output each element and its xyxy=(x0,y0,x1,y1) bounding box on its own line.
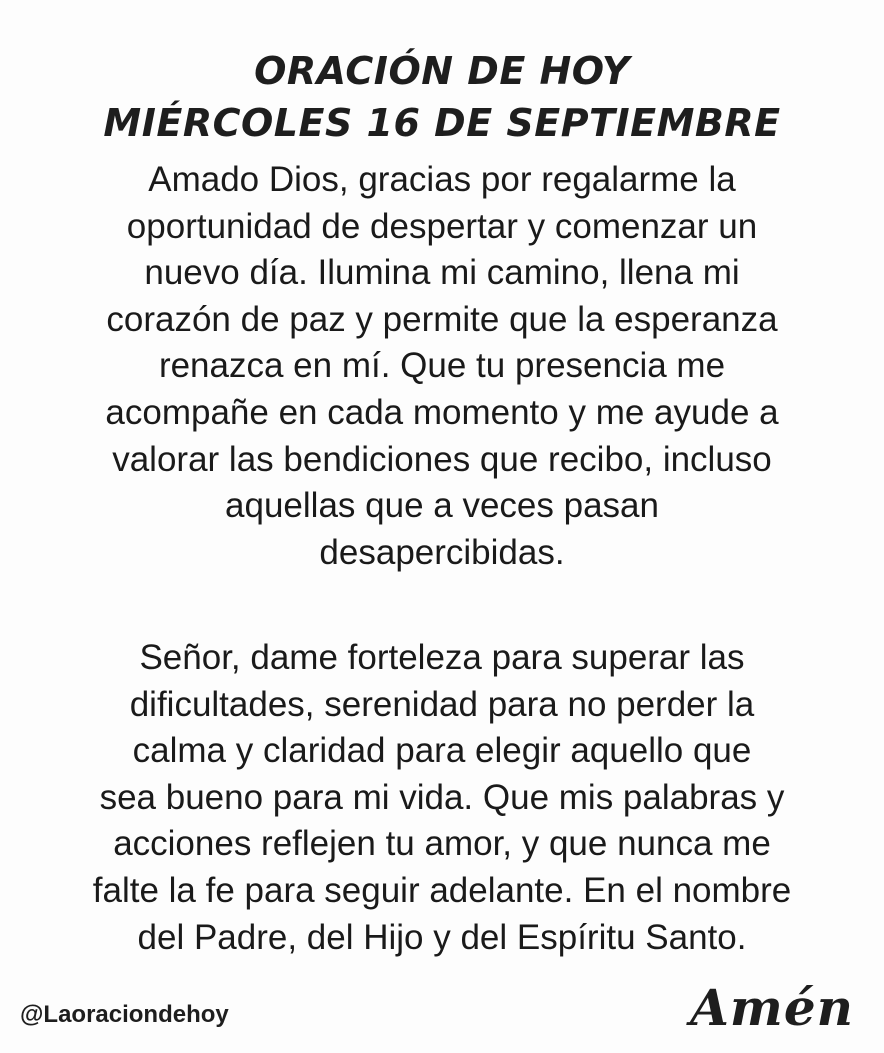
prayer-line: del Padre, del Hijo y del Espíritu Santo. xyxy=(137,917,747,957)
prayer-line: corazón de paz y permite que la esperanza xyxy=(106,299,778,339)
page-title: ORACIÓN DE HOY xyxy=(254,49,630,93)
prayer-line: nuevo día. Ilumina mi camino, llena mi xyxy=(144,253,740,293)
prayer-paragraph-1 xyxy=(20,157,864,576)
prayer-line: calma y claridad para elegir aquello que xyxy=(132,731,752,771)
prayer-line: valorar las bendiciones que recibo, incluso xyxy=(112,439,772,479)
amen-signature: Amén xyxy=(690,978,854,1037)
prayer-paragraph-2 xyxy=(20,635,864,961)
prayer-line: Señor, dame forteleza para superar las xyxy=(139,638,745,677)
prayer-line: acciones reflejen tu amor, y que nunca me xyxy=(113,824,771,864)
prayer-line: sea bueno para mi vida. Que mis palabras y xyxy=(99,777,785,817)
prayer-line: dificultades, serenidad para no perder la xyxy=(129,684,755,724)
prayer-line: renazca en mí. Que tu presencia me xyxy=(158,346,726,386)
prayer-line: desapercibidas. xyxy=(319,532,565,572)
prayer-line: Amado Dios, gracias por regalarme la xyxy=(148,160,736,199)
page-date-title: MIÉRCOLES 16 DE SEPTIEMBRE xyxy=(103,101,781,145)
social-handle: @Laoraciondehoy xyxy=(20,1001,229,1028)
prayer-line: falte la fe para seguir adelante. En el nombre xyxy=(92,870,792,910)
prayer-line: acompañe en cada momento y me ayude a xyxy=(105,392,779,432)
prayer-line: aquellas que a veces pasan xyxy=(225,486,659,526)
prayer-line: oportunidad de despertar y comenzar un xyxy=(126,206,758,246)
